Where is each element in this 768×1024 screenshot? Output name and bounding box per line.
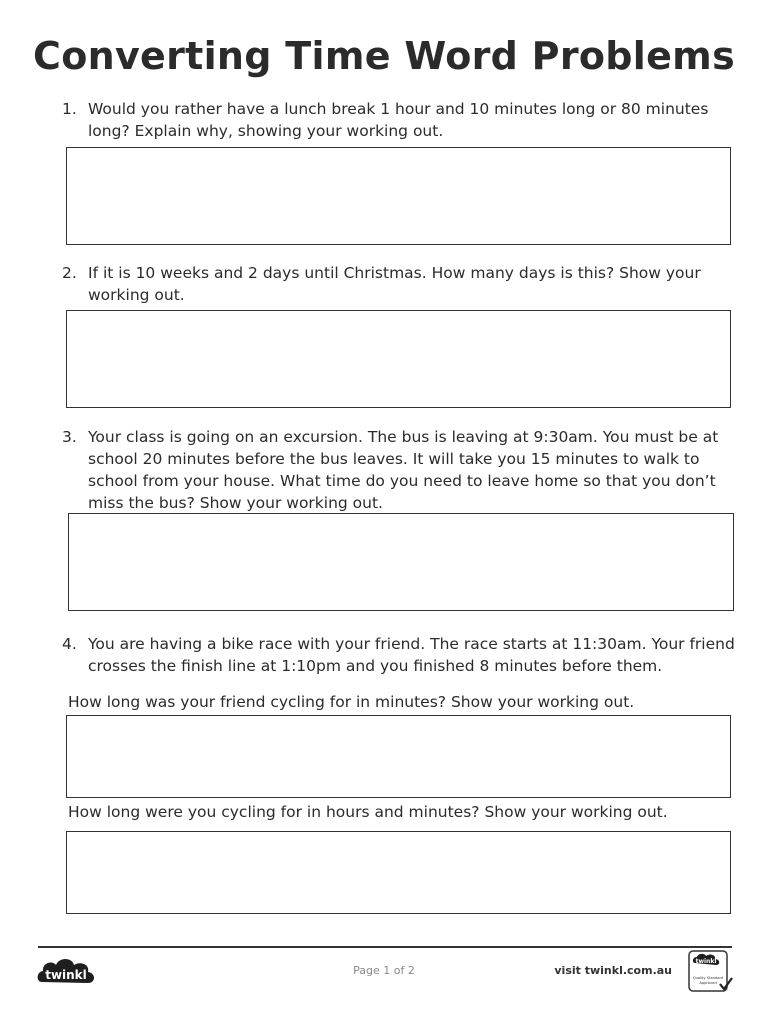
question-2 xyxy=(62,262,742,306)
answer-box-3[interactable] xyxy=(68,513,734,611)
question-text: Would you rather have a lunch break 1 hour and 10 minutes long or 80 minutes long? Explain why, showing your working out. xyxy=(88,100,709,140)
sub-question-4a: How long was your friend cycling for in minutes? Show your working out. xyxy=(68,693,635,711)
quality-badge-icon xyxy=(688,950,734,994)
question-1 xyxy=(62,98,742,142)
logo-text: twinkl xyxy=(45,968,87,982)
question-number: 2. xyxy=(62,264,77,282)
answer-box-4b[interactable] xyxy=(66,831,731,914)
svg-text:Approved: Approved xyxy=(699,981,717,985)
page-number: Page 1 of 2 xyxy=(353,964,415,977)
question-number: 1. xyxy=(62,100,77,118)
page-title: Converting Time Word Problems xyxy=(33,34,735,78)
footer-divider xyxy=(38,946,732,948)
answer-box-4a[interactable] xyxy=(66,715,731,798)
question-3 xyxy=(62,426,742,514)
question-text: Your class is going on an excursion. The bus is leaving at 9:30am. You must be at school 20 minutes before the bus leaves. It will take you 15 minutes to walk to school from your house. What time do you need to leave home so that you don’t miss the bus? Show your working out. xyxy=(88,428,719,512)
answer-box-1[interactable] xyxy=(66,147,731,245)
question-text: You are having a bike race with your friend. The race starts at 11:30am. Your friend crosses the finish line at 1:10pm and you finished 8 minutes before them. xyxy=(88,635,735,675)
question-number: 4. xyxy=(62,635,77,653)
question-number: 3. xyxy=(62,428,77,446)
question-text: If it is 10 weeks and 2 days until Christmas. How many days is this? Show your working out. xyxy=(88,264,701,304)
svg-text:Quality Standard: Quality Standard xyxy=(692,976,724,980)
question-4 xyxy=(62,633,742,677)
site-link[interactable]: visit twinkl.com.au xyxy=(554,964,672,977)
answer-box-2[interactable] xyxy=(66,310,731,408)
svg-text:twinkl: twinkl xyxy=(695,958,717,965)
sub-question-4b: How long were you cycling for in hours and minutes? Show your working out. xyxy=(68,803,668,821)
